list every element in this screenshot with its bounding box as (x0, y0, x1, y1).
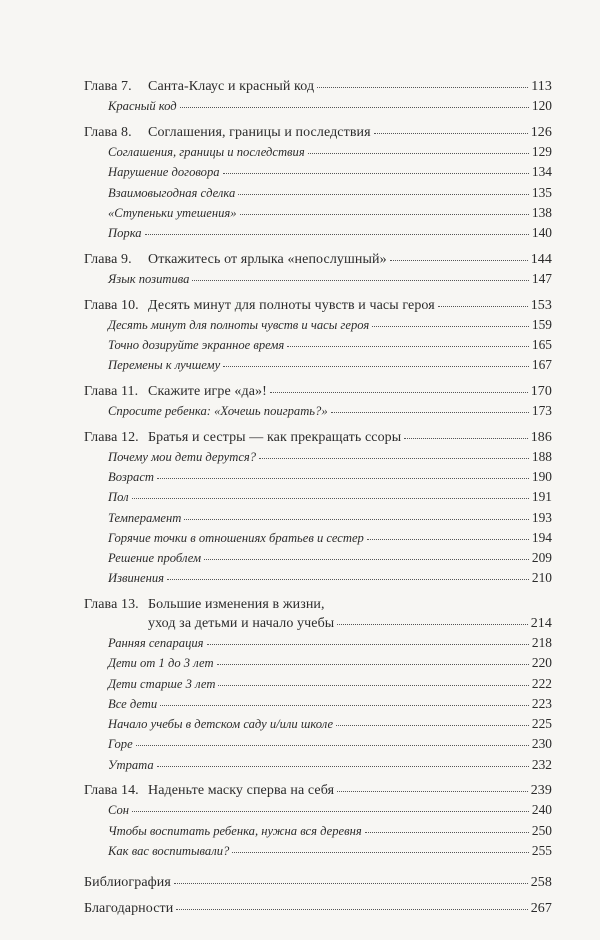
section-entry[interactable] (84, 755, 552, 775)
dot-leader (240, 213, 529, 215)
section-title: Точно дозируйте экранное время (108, 337, 285, 352)
section-entry[interactable] (84, 841, 552, 861)
section-entry[interactable] (84, 487, 552, 507)
dot-leader (270, 391, 528, 393)
page-number: 194 (531, 529, 552, 545)
dot-leader (223, 365, 529, 367)
section-title: Взаимовыгодная сделка (108, 185, 236, 200)
dot-leader (259, 457, 529, 459)
section-entry[interactable] (84, 467, 552, 487)
page-number: 120 (531, 98, 552, 114)
chapter-entry[interactable] (84, 382, 552, 401)
dot-leader (145, 233, 529, 235)
section-title: Дети старше 3 лет (108, 676, 216, 691)
page-number: 267 (530, 900, 552, 916)
page-number: 129 (531, 144, 552, 160)
section-title: Ранняя сепарация (108, 636, 204, 651)
dot-leader (204, 558, 529, 560)
section-title: Как вас воспитывали? (108, 843, 230, 858)
section-title: Красный код (108, 99, 177, 114)
section-entry[interactable] (84, 800, 552, 820)
table-of-contents (84, 77, 552, 918)
chapter-entry[interactable] (84, 296, 552, 315)
dot-leader (308, 152, 529, 154)
chapter-number: Глава 11. (84, 383, 139, 399)
back-matter-entry[interactable] (84, 899, 552, 918)
section-title: Перемены к лучшему (108, 358, 221, 373)
dot-leader (438, 305, 528, 307)
chapter-entry[interactable] (84, 77, 552, 96)
section-entry[interactable] (84, 203, 552, 223)
section-entry[interactable] (84, 674, 552, 694)
dot-leader (365, 831, 529, 833)
page-number: 225 (531, 716, 552, 732)
page-number: 153 (530, 297, 552, 313)
chapter-number: Глава 13. (84, 596, 139, 612)
page-number: 255 (531, 842, 552, 858)
chapter-title: Десять минут для полноты чувств и часы героя (148, 297, 435, 313)
section-entry[interactable] (84, 714, 552, 734)
section-entry[interactable] (84, 508, 552, 528)
chapter-title: Наденьте маску сперва на себя (148, 783, 335, 799)
page-number: 191 (531, 489, 552, 505)
section-entry[interactable] (84, 315, 552, 335)
section-entry[interactable] (84, 633, 552, 653)
page-number: 230 (531, 736, 552, 752)
page-number: 214 (530, 616, 552, 632)
dot-leader (192, 279, 528, 281)
section-entry[interactable] (84, 401, 552, 421)
section-title: Сон (108, 803, 130, 818)
back-matter-title: Библиография (84, 875, 171, 891)
section-title: Соглашения, границы и последствия (108, 145, 305, 160)
page-number: 113 (531, 79, 552, 94)
section-entry[interactable] (84, 568, 552, 588)
dot-leader (180, 106, 529, 108)
dot-leader (176, 908, 527, 910)
section-title: Почему мои дети дерутся? (108, 449, 257, 464)
section-entry[interactable] (84, 821, 552, 841)
section-title: Десять минут для полноты чувств и часы героя (108, 317, 370, 332)
chapter-title: Большие изменения в жизни, (148, 596, 325, 612)
page-number: 190 (531, 469, 552, 485)
section-title: Язык позитива (108, 271, 190, 286)
back-matter-title: Благодарности (84, 900, 174, 916)
dot-leader (174, 882, 528, 884)
dot-leader (217, 663, 529, 665)
section-entry[interactable] (84, 694, 552, 714)
chapter-number: Глава 12. (84, 429, 139, 445)
dot-leader (232, 851, 529, 853)
section-title: Пол (108, 490, 129, 505)
section-title: Дети от 1 до 3 лет (108, 656, 214, 671)
dot-leader (367, 538, 529, 540)
dot-leader (317, 86, 528, 88)
section-entry[interactable] (84, 142, 552, 162)
section-title: Горячие точки в отношениях братьев и сестер (108, 530, 364, 545)
back-matter-entry[interactable] (84, 873, 552, 892)
page-number: 239 (530, 783, 552, 799)
section-title: Все дети (108, 696, 158, 711)
section-title: Извинения (108, 571, 165, 586)
chapter-entry[interactable] (84, 595, 552, 614)
page-number: 258 (530, 875, 552, 891)
dot-leader (238, 193, 529, 195)
section-entry[interactable] (84, 447, 552, 467)
page-number: 193 (531, 509, 552, 525)
chapter-entry[interactable] (84, 123, 552, 142)
page-number: 250 (531, 822, 552, 838)
chapter-entry[interactable] (84, 428, 552, 447)
page-number: 188 (531, 448, 552, 464)
section-title: Утрата (108, 757, 154, 772)
section-entry[interactable] (84, 269, 552, 289)
section-title: Чтобы воспитать ребенка, нужна вся деревня (108, 823, 362, 838)
section-entry[interactable] (84, 96, 552, 116)
page-number: 159 (531, 316, 552, 332)
chapter-title: Братья и сестры — как прекращать ссоры (148, 429, 402, 445)
chapter-number: Глава 10. (84, 297, 139, 313)
chapter-number: Глава 14. (84, 783, 139, 799)
page-number: 173 (531, 403, 552, 419)
section-entry[interactable] (84, 183, 552, 203)
dot-leader (136, 744, 529, 746)
chapter-entry[interactable] (84, 781, 552, 800)
dot-leader (184, 518, 529, 520)
dot-leader (207, 643, 529, 645)
section-entry[interactable] (84, 653, 552, 673)
dot-leader (374, 132, 528, 134)
page-number: 167 (531, 357, 552, 373)
page-number: 240 (531, 802, 552, 818)
chapter-entry-continued[interactable] (84, 614, 552, 633)
dot-leader (160, 704, 529, 706)
dot-leader (132, 810, 529, 812)
dot-leader (218, 684, 528, 686)
chapter-entry[interactable] (84, 250, 552, 269)
chapter-title-line2: уход за детьми и начало учебы (148, 616, 335, 632)
section-title: Нарушение договора (108, 165, 220, 180)
dot-leader (390, 259, 528, 261)
dot-leader (132, 497, 529, 499)
page-number: 144 (530, 251, 552, 267)
section-title: Спросите ребенка: «Хочешь поиграть?» (108, 404, 328, 419)
section-title: Порка (108, 225, 142, 240)
dot-leader (337, 623, 527, 625)
section-title: Темперамент (108, 510, 182, 525)
section-title: Начало учебы в детском саду и/или школе (108, 717, 334, 732)
chapter-title: Санта-Клаус и красный код (148, 79, 315, 94)
section-entry[interactable] (84, 223, 552, 243)
page-number: 165 (531, 336, 552, 352)
section-entry[interactable] (84, 734, 552, 754)
section-title: Горе (108, 737, 133, 752)
chapter-title: Откажитесь от ярлыка «непослушный» (148, 251, 387, 267)
dot-leader (404, 437, 527, 439)
page-number: 186 (530, 429, 552, 445)
dot-leader (372, 325, 529, 327)
section-entry[interactable] (84, 528, 552, 548)
dot-leader (337, 790, 528, 792)
page-number: 126 (530, 124, 552, 140)
chapter-number: Глава 9. (84, 251, 132, 267)
page-number: 134 (531, 164, 552, 180)
page-number: 220 (531, 655, 552, 671)
page-number: 147 (531, 270, 552, 286)
section-entry[interactable] (84, 548, 552, 568)
page-number: 222 (531, 675, 552, 691)
dot-leader (167, 578, 529, 580)
chapter-title: Скажите игре «да»! (148, 383, 267, 399)
chapter-title: Соглашения, границы и последствия (148, 124, 371, 140)
dot-leader (336, 724, 529, 726)
page-number: 218 (531, 635, 552, 651)
dot-leader (287, 345, 529, 347)
chapter-number: Глава 8. (84, 124, 132, 140)
page-number: 210 (531, 570, 552, 586)
dot-leader (223, 172, 529, 174)
section-entry[interactable] (84, 355, 552, 375)
page-number: 140 (531, 224, 552, 240)
dot-leader (331, 411, 529, 413)
page-number: 209 (531, 549, 552, 565)
page-number: 170 (530, 383, 552, 399)
page-number: 135 (531, 184, 552, 200)
dot-leader (157, 477, 529, 479)
page-number: 138 (531, 204, 552, 220)
section-title: «Ступеньки утешения» (108, 205, 237, 220)
section-entry[interactable] (84, 162, 552, 182)
chapter-number: Глава 7. (84, 79, 132, 94)
section-title: Решение проблем (108, 550, 202, 565)
section-entry[interactable] (84, 335, 552, 355)
page-number: 232 (531, 756, 552, 772)
dot-leader (157, 765, 529, 767)
page-number: 223 (531, 695, 552, 711)
section-title: Возраст (108, 470, 155, 485)
